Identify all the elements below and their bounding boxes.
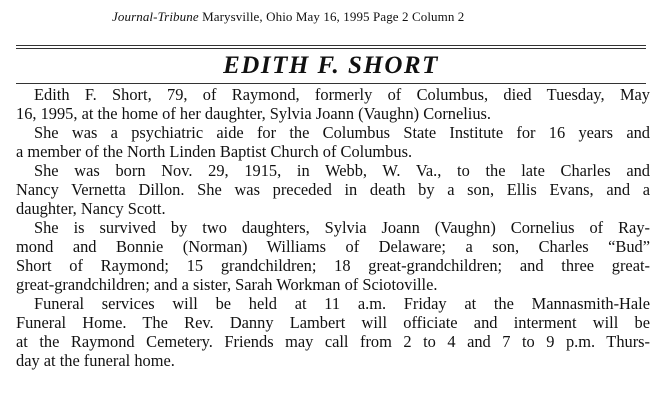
body-line: Edith F. Short, 79, of Raymond, formerly of Columbus, died Tuesday, May	[34, 85, 650, 104]
headline-rule-top-inner	[16, 48, 646, 49]
body-line: Short of Raymond; 15 grandchildren; 18 great-grandchildren; and three great-	[16, 256, 650, 275]
body-line: Nancy Vernetta Dillon. She was preceded in death by a son, Ellis Evans, and a	[16, 180, 650, 199]
obituary-body	[16, 85, 650, 370]
body-line: day at the funeral home.	[16, 351, 175, 370]
citation-details: Marysville, Ohio May 16, 1995 Page 2 Column 2	[202, 9, 465, 24]
headline-rule-bottom	[16, 83, 646, 84]
body-line: 16, 1995, at the home of her daughter, Sylvia Joann (Vaughn) Cornelius.	[16, 104, 492, 123]
body-line: daughter, Nancy Scott.	[16, 199, 166, 218]
body-line: She was a psychiatric aide for the Columbus State Institute for 16 years and	[34, 123, 650, 142]
newspaper-name: Journal-Tribune	[112, 9, 199, 24]
body-line: Funeral services will be held at 11 a.m. Friday at the Mannasmith-Hale	[34, 294, 650, 313]
headline-rule-top	[16, 45, 646, 46]
body-line: She was born Nov. 29, 1915, in Webb, W. Va., to the late Charles and	[34, 161, 650, 180]
headline-box	[16, 45, 646, 85]
body-line: Funeral Home. The Rev. Danny Lambert will officiate and interment will be	[16, 313, 650, 332]
body-line: great-grandchildren; and a sister, Sarah Workman of Sciotoville.	[16, 275, 438, 294]
citation-line	[112, 9, 464, 25]
body-line: at the Raymond Cemetery. Friends may call from 2 to 4 and 7 to 9 p.m. Thurs-	[16, 332, 650, 351]
body-line: She is survived by two daughters, Sylvia Joann (Vaughn) Cornelius of Ray-	[34, 218, 650, 237]
body-line: mond and Bonnie (Norman) Williams of Delaware; a son, Charles “Bud”	[16, 237, 650, 256]
body-line: a member of the North Linden Baptist Church of Columbus.	[16, 142, 413, 161]
headline: EDITH F. SHORT	[223, 52, 439, 79]
